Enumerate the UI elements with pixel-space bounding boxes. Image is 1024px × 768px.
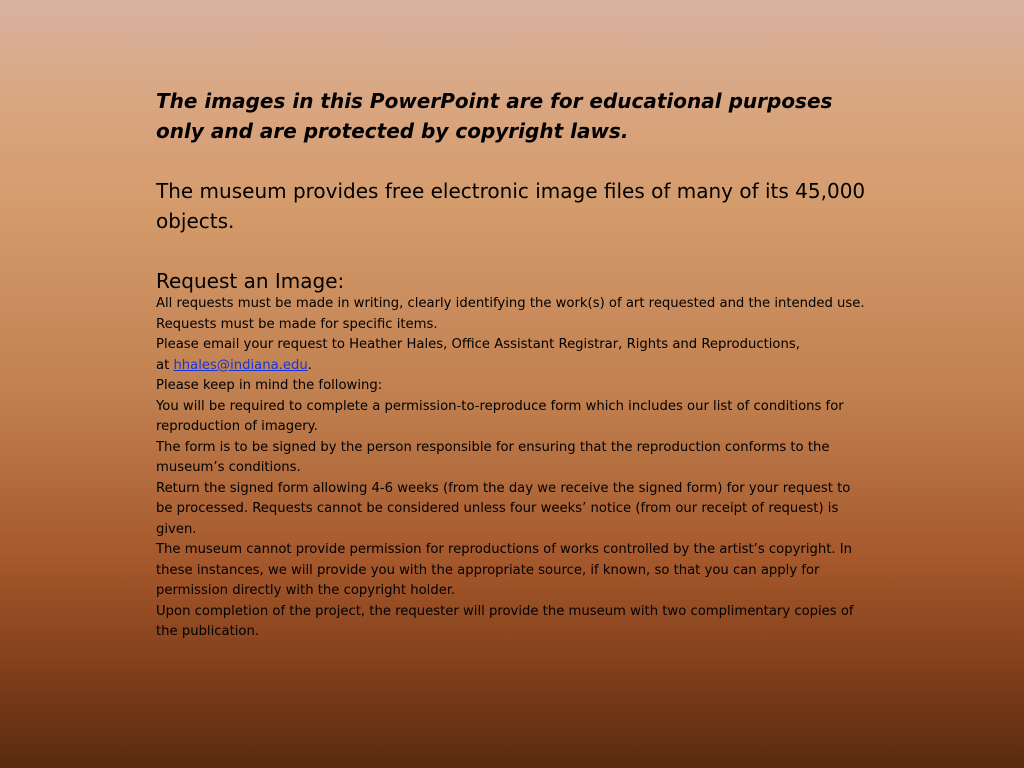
intro-text: The museum provides free electronic image files of many of its 45,000 objects. — [156, 179, 866, 233]
request-title: Request an Image: — [156, 269, 345, 293]
email-prefix: at — [156, 357, 174, 373]
list-item: Please keep in mind the following: — [156, 378, 383, 393]
slide-content — [156, 86, 866, 643]
copyright-notice: The images in this PowerPoint are for educational purposes only and are protected by copyright laws. — [156, 89, 833, 143]
email-line — [156, 356, 866, 377]
list-item: Please email your request to Heather Hales, Office Assistant Registrar, Rights and Reproductions, — [156, 337, 800, 352]
list-item: All requests must be made in writing, clearly identifying the work(s) of art requested and the intended use. — [156, 296, 865, 311]
list-item: The form is to be signed by the person responsible for ensuring that the reproduction conforms to the museum’s conditions. — [156, 439, 830, 475]
email-suffix: . — [307, 357, 312, 373]
email-link[interactable]: hhales@indiana.edu — [173, 357, 308, 373]
list-item: Upon completion of the project, the requester will provide the museum with two complimentary copies of the publication. — [156, 603, 854, 639]
list-item: Return the signed form allowing 4-6 weeks (from the day we receive the signed form) for your request to be processed. Requests cannot be considered unless four weeks’ notice (from our receipt of request) is given. — [156, 480, 851, 537]
list-item: You will be required to complete a permission-to-reproduce form which includes our list of conditions for reproduction of imagery. — [156, 398, 844, 434]
list-item: The museum cannot provide permission for reproductions of works controlled by the artist’s copyright. In these instances, we will provide you with the appropriate source, if known, so that you can apply for permission directly with the copyright holder. — [156, 542, 853, 598]
list-item: Requests must be made for specific items. — [156, 316, 438, 332]
request-instructions — [156, 294, 866, 643]
